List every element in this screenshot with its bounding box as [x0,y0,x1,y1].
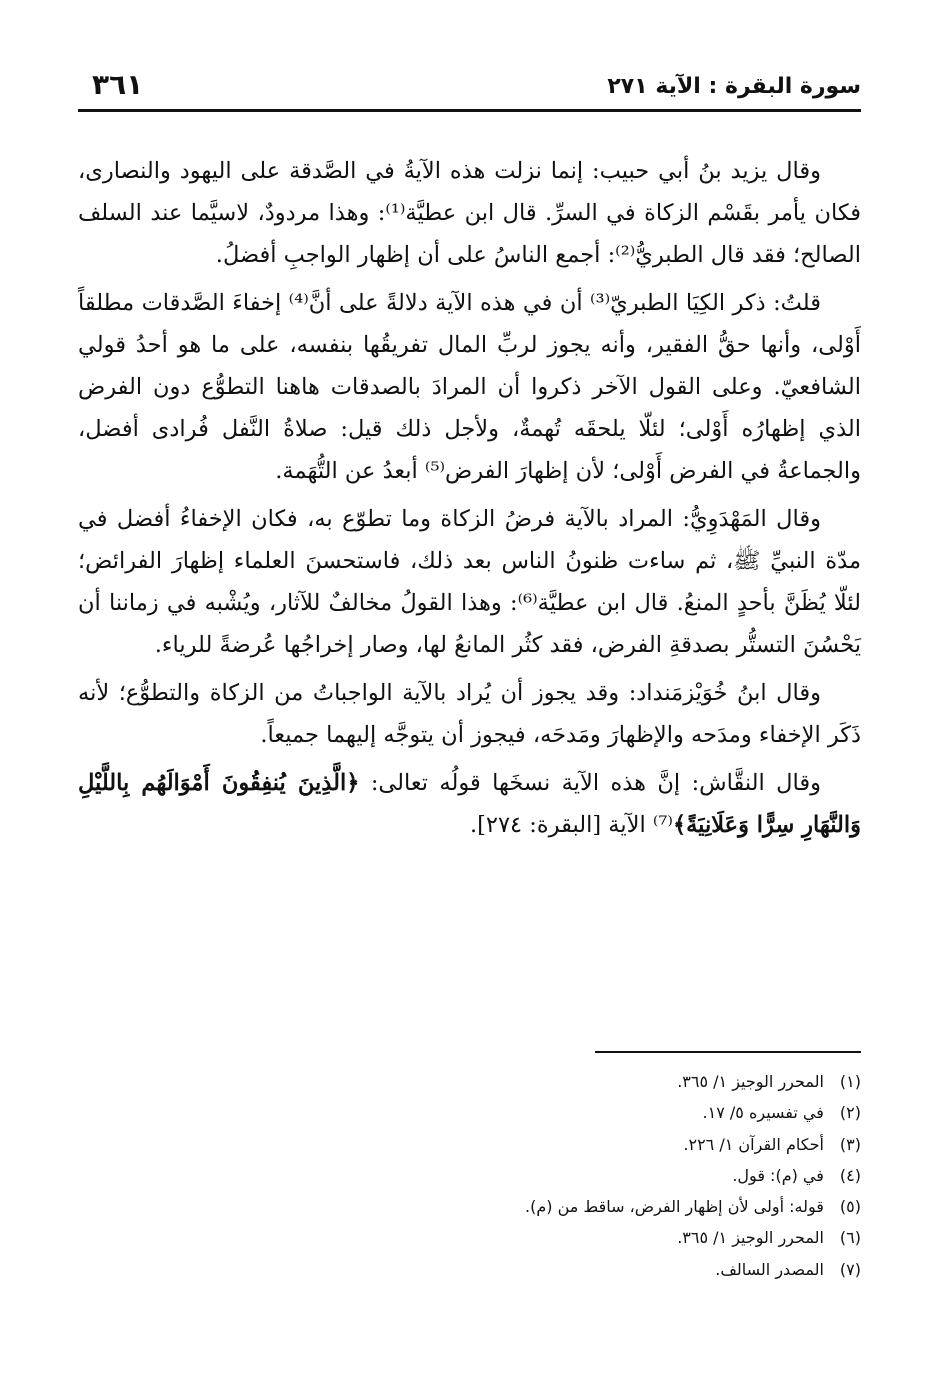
footnote-text: في تفسيره ٥/ ١٧. [702,1103,824,1123]
main-text [78,150,861,852]
footnote [78,1222,861,1253]
footnote [78,1097,861,1128]
footnote [78,1191,861,1222]
verse-reference: ⁽⁷⁾ الآية [البقرة: ٢٧٤]. [469,812,673,838]
footnote-number: (٤) [839,1165,861,1185]
footnote [78,1066,861,1097]
footnote-number: (٣) [839,1134,861,1154]
footnote-number: (١) [839,1072,861,1091]
footnote-text: المحرر الوجيز ١/ ٣٦٥. [677,1228,824,1248]
footnote [78,1160,861,1191]
page-header [78,66,861,112]
footnote-number: (٢) [839,1103,861,1123]
footnote-text: المصدر السالف. [715,1259,824,1279]
footnote-text: قوله: أولى لأن إظهار الفرض، ساقط من (م). [525,1197,824,1217]
footnote-text: أحكام القرآن ١/ ٢٢٦. [683,1134,824,1154]
paragraph: وقال يزيد بنُ أبي حبيب: إنما نزلت هذه الآيةُ في الصَّدقة على اليهود والنصارى، فكان يأمر بقَسْم الزكاة في السرِّ. قال ابن عطيَّة⁽¹⁾: وهذا مردودٌ، لاسيَّما عند السلف الصالح؛ فقد قال الطبريُّ⁽²⁾: أجمع الناسُ على أن إظهار الواجبِ أفضلُ. [78,158,862,268]
footnote-number: (٥) [839,1197,861,1217]
header-rule [78,109,861,112]
paragraph-intro: وقال النقَّاش: إنَّ هذه الآية نسخَها قولُه تعالى: [370,770,822,796]
footnote-text: المحرر الوجيز ١/ ٣٦٥. [677,1072,824,1091]
footnote-number: (٦) [839,1228,861,1248]
paragraph: وقال ابنُ خُوَيْزمَنداد: وقد يجوز أن يُراد بالآية الواجباتُ من الزكاة والتطوُّع؛ لأنه ذَكَر الإخفاء ومدَحه والإظهارَ ومَدحَه، فيجوز أن يتوجَّه إليهما جميعاً. [78,680,861,748]
paragraph: وقال المَهْدَوِيُّ: المراد بالآية فرضُ الزكاة وما تطوّع به، فكان الإخفاءُ أفضل في مدّة النبيِّ ﷺ، ثم ساءت ظنونُ الناس بعد ذلك، فاستحسنَ العلماء إظهارَ الفرائض؛ لئلّا يُظَنَّ بأحدٍ المنعُ. قال ابن عطيَّة⁽⁶⁾: وهذا القولُ مخالفٌ للآثار، ويُشْبه في زماننا أن يَحْسُنَ التستُّر بصدقةِ الفرض، فقد كثُر المانعُ لها، وصار إخراجُها عُرضةً للرياء. [78,506,862,658]
footnotes [78,1066,861,1285]
paragraph: قلتُ: ذكر الكِيَا الطبريّ⁽³⁾ أن في هذه الآية دلالةً على أنَّ⁽⁴⁾ إخفاءَ الصَّدقات مطلقاً أَوْلى، وأنها حقُّ الفقير، وأنه يجوز لربِّ المال تفريقُها بنفسه، على ما هو أحدُ قولي الشافعيّ. وعلى القول الآخر ذكروا أن المرادَ بالصدقات هاهنا التطوُّع دون الفرض الذي إظهارُه أَوْلى؛ لئلّا يلحقَه تُهمةٌ، ولأجل ذلك قيل: صلاةُ النَّفل فُرادى أفضل، والجماعةُ في الفرض أَوْلى؛ لأن إظهارَ الفرض⁽⁵⁾ أبعدُ عن التُّهَمة. [78,290,861,484]
footnote [78,1254,861,1285]
footnote [78,1129,861,1160]
quran-verse: ﴿الَّذِينَ يُنفِقُونَ أَمْوَالَهُم بِاللَّيْلِ وَالنَّهَارِ سِرًّا وَعَلَانِيَةً﴾ [78,770,861,838]
footnote-text: في (م): قول. [732,1165,824,1185]
page-number: ٣٦١ [92,68,144,101]
footnote-separator [595,1051,861,1053]
paragraph-with-verse [78,762,861,846]
running-title: سورة البقرة : الآية ٢٧١ [607,74,861,99]
footnote-number: (٧) [839,1259,861,1279]
